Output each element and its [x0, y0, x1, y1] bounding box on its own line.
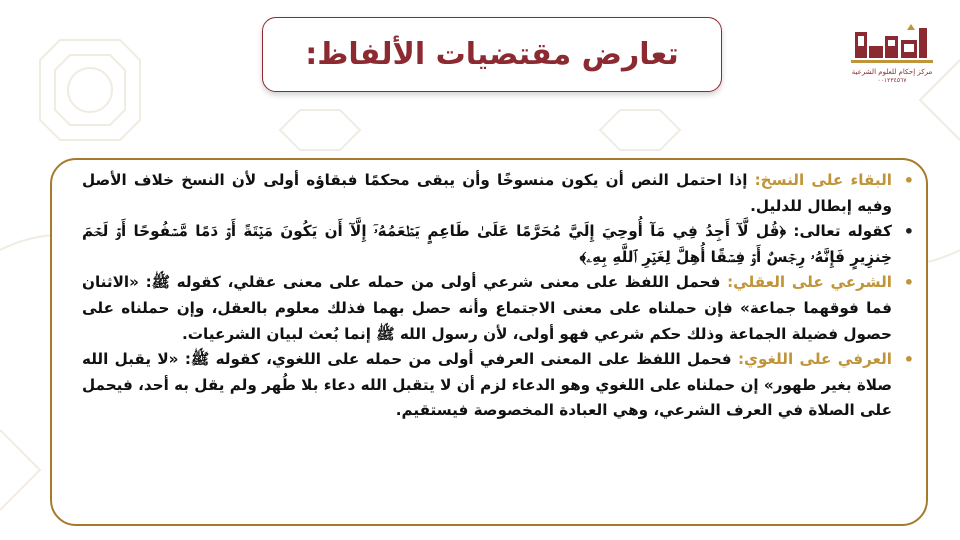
point-item	[82, 168, 914, 219]
point-text: فحمل اللفظ على المعنى العرفي أولى من حمله على اللغوي، كقوله ﷺ: «لا يقبل الله صلاة بغير طهور» إن حملناه على اللغوي وهو الدعاء لزم أن لا يتقبل الله دعاء بلا طُهر ولم يقل به أحد، فيحمل على الصلاة في العرف الشرعي، وهي العبادة المخصوصة فيستقيم.	[82, 350, 892, 420]
title-box	[262, 17, 722, 92]
bullet-icon: •	[903, 171, 914, 190]
logo-subtitle: مركز إحكام للعلوم الشرعية	[851, 68, 933, 76]
point-item	[82, 270, 914, 347]
points-list	[82, 168, 914, 424]
bullet-icon: •	[903, 273, 914, 293]
ihkam-logo-icon	[851, 22, 933, 66]
bullet-icon: •	[903, 350, 914, 370]
slide-title: تعارض مقتضيات الألفاظ:	[305, 37, 679, 72]
point-text: كقوله تعالى: ﴿قُل لَّآ أَجِدُ فِي مَآ أُوحِيَ إِلَيَّ مُحَرَّمًا عَلَىٰ طَاعِمٍ يَطۡعَمُهُۥٓ إِلَّآ أَن يَكُونَ مَيۡتَةً أَوۡ دَمًا مَّسۡفُوحًا أَوۡ لَحۡمَ خِنزِيرٍ فَإِنَّهُۥ رِجۡسٌ أَوۡ فِسۡقًا أُهِلَّ لِغَيۡرِ ٱللَّهِ بِهِۦ﴾	[82, 222, 892, 266]
point-term: البقاء على النسخ:	[754, 171, 892, 189]
point-term: الشرعي على العقلي:	[727, 273, 892, 292]
point-text: فحمل اللفظ على معنى شرعي أولى من حمله على معنى عقلي، كقوله ﷺ: «الاثنان فما فوقهما جماعة» فإن حملناه على معنى الاجتماع وأنه حصل بهما فذلك معلوم بالعقل، وإن حملناه على حصول فضيلة الجماعة وذلك حكم شرعي فهو أولى، لأن رسول الله ﷺ إنما بُعث لبيان الشرعيات.	[82, 273, 892, 343]
logo-number: ٠٠١٢٣٤٥٦٧	[877, 77, 907, 84]
bullet-icon: •	[903, 222, 914, 242]
point-item	[82, 219, 914, 270]
point-text: إذا احتمل النص أن يكون منسوخًا وأن يبقى محكمًا فبقاؤه أولى لأن النسخ خلاف الأصل وفيه إبطال للدليل.	[82, 171, 892, 215]
point-item	[82, 347, 914, 424]
point-term: العرفي على اللغوي:	[737, 350, 892, 369]
content-box	[50, 158, 928, 526]
logo	[848, 22, 936, 92]
